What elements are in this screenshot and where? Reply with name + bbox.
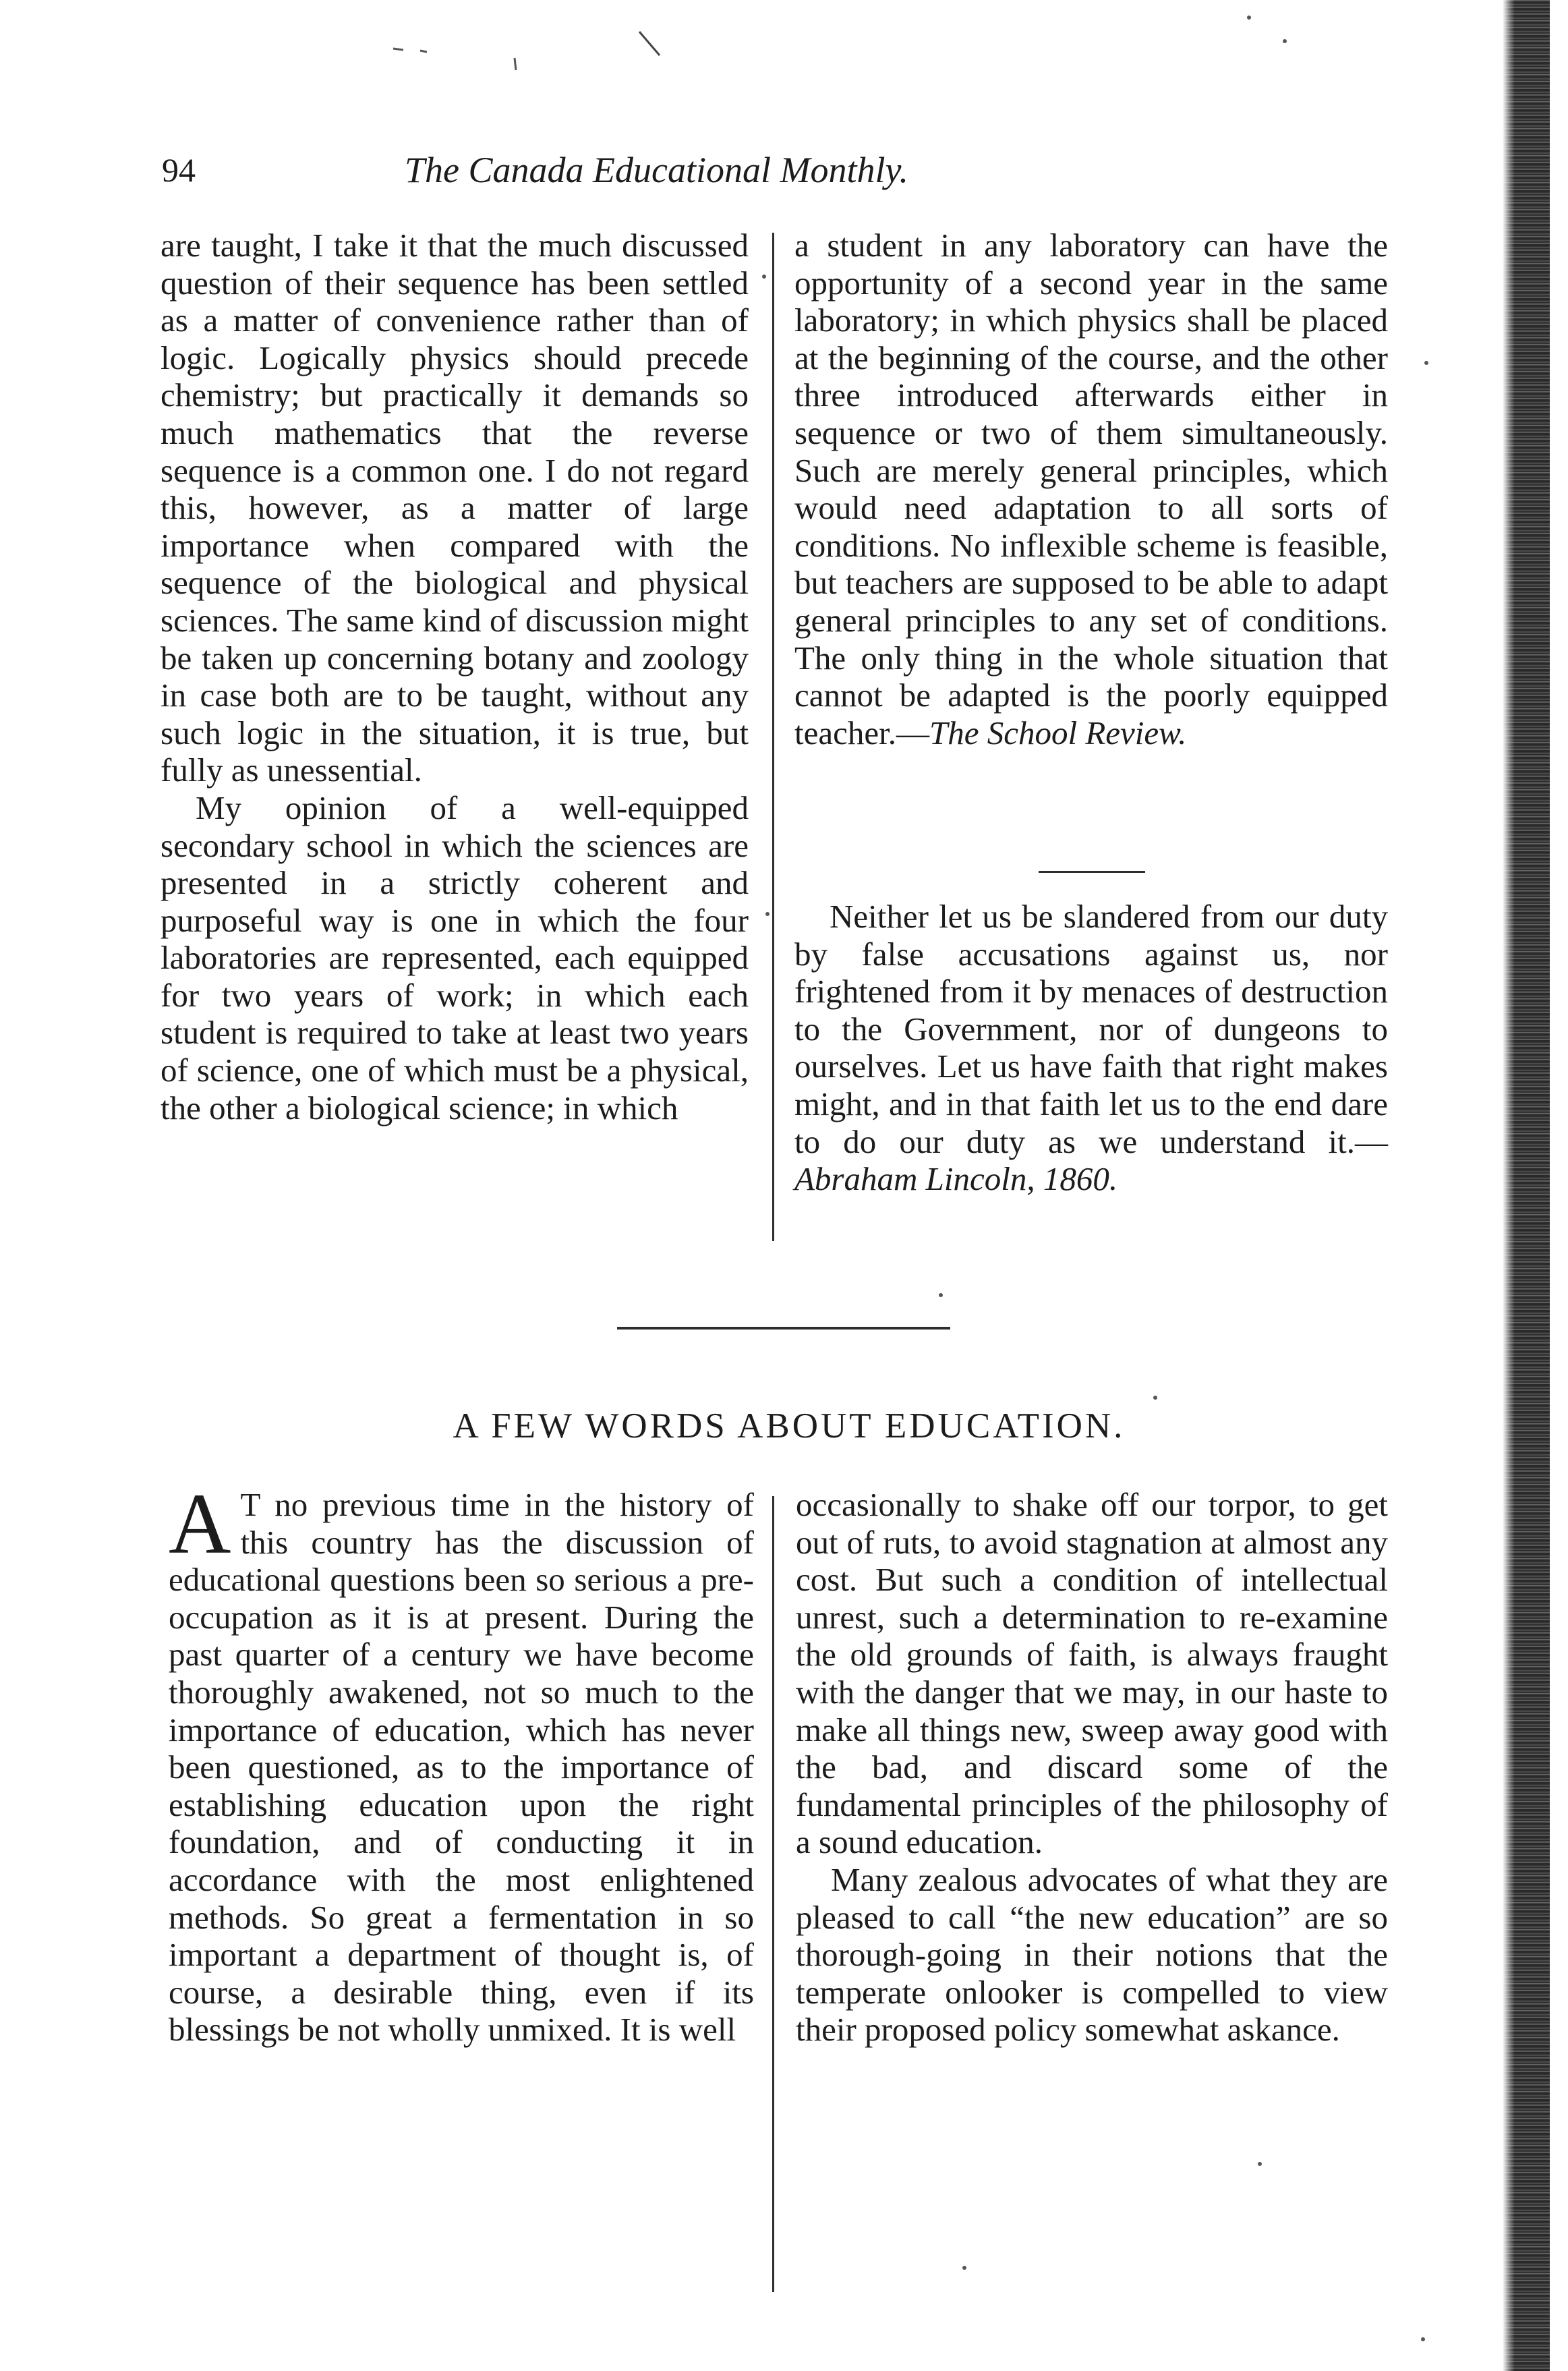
- page-number: 94: [162, 151, 196, 189]
- opening-text: T no previous time in the history of this country has the discussion of educational questions been so serious a pre-occupation as it is at present. During the past quarter of a century we have become thoroughly awakened, not so much to the importance of education, which has never been questioned, as to the importance of establishing education upon the right foundation, and of conducting it in accordance with the most enlightened methods. So great a fermentation in so important a department of thought is, of course, a desirable thing, even if its blessings be not wholly unmixed. It is well: [169, 1486, 754, 2049]
- lincoln-quote: [794, 898, 1388, 1198]
- column-divider-top: [772, 233, 774, 1241]
- column-divider-bottom: [772, 1496, 774, 2292]
- top-right-column: [794, 227, 1388, 751]
- top-left-column: [161, 227, 749, 1126]
- quote-paragraph: [794, 898, 1388, 1198]
- quote-text: Neither let us be slandered from our duty by false accusations against us, nor frightened from it by menaces of destruction to the Government, nor of dungeons to ourselves. Let us have faith that right makes might, and in that faith let us to the end dare to do our duty as we understand it.—: [794, 898, 1388, 1160]
- running-head: The Canada Educational Monthly.: [405, 150, 908, 190]
- article-title: A FEW WORDS ABOUT EDUCATION.: [453, 1406, 1126, 1446]
- article-paragraph: occasionally to shake off our torpor, to get out of ruts, to avoid stagnation at almost any cost. But such a condition of intellectual unrest, such a determination to re-examine the old grounds of faith, is always fraught with the danger that we may, in our haste to make all things new, sweep away good with the bad, and discard some of the fundamental principles of the philosophy of a sound education.: [796, 1486, 1388, 1861]
- article-left-column: [169, 1476, 754, 2049]
- source-citation: The School Review.: [929, 714, 1187, 751]
- continued-paragraph-end: [794, 227, 1388, 751]
- drop-cap: A: [169, 1476, 231, 1572]
- short-separator-rule: [1039, 871, 1145, 873]
- article-opening-paragraph: [169, 1476, 754, 2049]
- paragraph-text: a student in any laboratory can have the opportunity of a second year in the same laboratory; in which physics shall be placed at the beginning of the course, and the other three introduced afterwards either in sequence or two of them simultaneously. Such are merely general principles, which would need adaptation to all sorts of conditions. No inflexible scheme is feasible, but teachers are supposed to be able to adapt general principles to any set of conditions. The only thing in the whole situation that cannot be adapted is the poorly equipped teacher.—: [794, 227, 1388, 751]
- quote-attribution: Abraham Lincoln, 1860.: [794, 1160, 1118, 1198]
- continued-paragraph: are taught, I take it that the much discussed question of their sequence has been settled as a matter of convenience rather than of logic. Logically physics should precede chemistry; but practically it demands so much mathematics that the reverse sequence is a common one. I do not regard this, however, as a matter of large importance when compared with the sequence of the biological and physical sciences. The same kind of discussion might be taken up concerning botany and zoology in case both are to be taught, without any such logic in the situation, it is true, but fully as unessential.: [161, 227, 749, 789]
- opinion-paragraph: My opinion of a well-equipped secondary school in which the sciences are presented in a strictly coherent and purposeful way is one in which the four laboratories are represented, each equipped for two years of work; in which each student is required to take at least two years of science, one of which must be a physical, the other a biological science; in which: [161, 789, 749, 1126]
- page-edge-shadow: [1503, 0, 1550, 2371]
- article-right-column: [796, 1486, 1388, 2049]
- article-paragraph: Many zealous advocates of what they are pleased to call “the new education” are so thorough-going in their notions that the temperate onlooker is compelled to view their proposed policy somewhat askance.: [796, 1860, 1388, 2049]
- section-divider-rule: [617, 1327, 950, 1330]
